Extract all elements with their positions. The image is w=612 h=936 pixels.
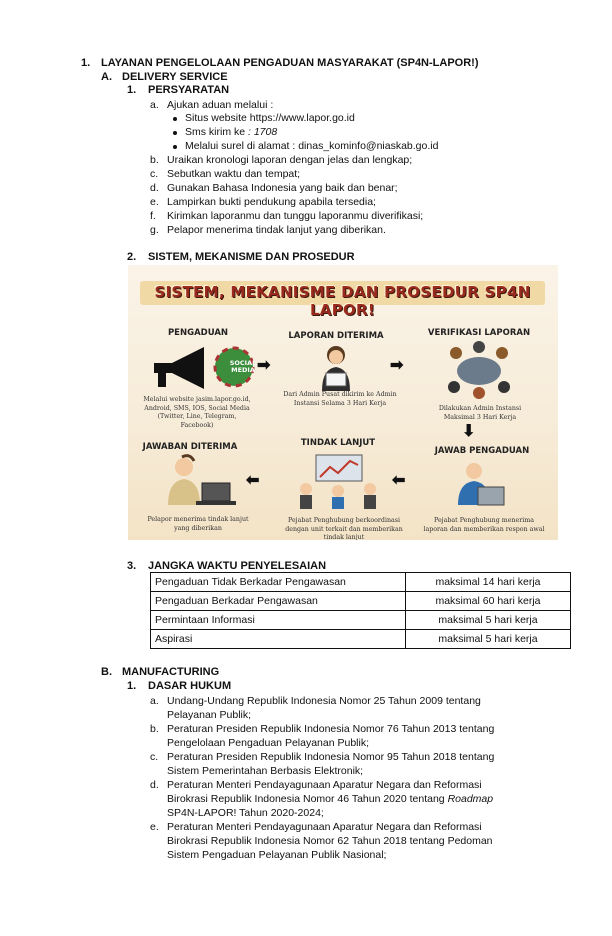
table-row (151, 592, 571, 611)
list-item-text: Pelayanan Publik; (167, 709, 252, 721)
team-meeting-icon (444, 341, 514, 399)
person-laptop-icon (162, 453, 236, 511)
person-typing-icon (450, 459, 510, 511)
arrow-right-icon: ➡ (257, 357, 271, 374)
bullet-dot (173, 131, 177, 135)
table-cell-label: Pengaduan Berkadar Pengawasan (151, 592, 406, 611)
list-letter: c. (150, 751, 159, 763)
list-letter: a. (150, 695, 159, 707)
list-item-text: Peraturan Menteri Pendayagunaan Aparatur Negara dan Reformasi (167, 779, 482, 791)
jangka-waktu-table (150, 572, 571, 649)
step-laporan-title: LAPORAN DITERIMA (288, 331, 384, 341)
list-letter: b. (150, 154, 159, 166)
list-item-text: Birokrasi Republik Indonesia Nomor 46 Tahun 2020 tentang Roadmap (167, 793, 494, 805)
bullet-dot (173, 145, 177, 149)
infographic-banner (140, 281, 545, 319)
list-item-text: SP4N-LAPOR! Tahun 2020-2024; (167, 807, 324, 819)
heading-number: 1. (81, 57, 91, 69)
list-item-text: Sebutkan waktu dan tempat; (167, 168, 301, 180)
step-tindak-title: TINDAK LANJUT (300, 438, 376, 448)
list-letter: f. (150, 210, 156, 222)
step-pengaduan-caption: Melalui website jasim.lapor.go.id, Android, SMS, IOS, Social Media (Twitter, Line, Telegram, Facebook) (143, 396, 251, 429)
list-letter: e. (150, 821, 159, 833)
sistem-number: 2. (127, 251, 137, 263)
step-jawab-caption: Pejabat Penghubung menerima laporan dan memberikan respon awal (423, 517, 545, 533)
bullet-email: Melalui surel di alamat : dinas_kominfo@niaskab.go.id (185, 140, 439, 152)
jangka-number: 3. (127, 560, 137, 572)
step-pengaduan-title: PENGADUAN (167, 328, 229, 338)
table-cell-label: Aspirasi (151, 630, 406, 649)
coordination-icon (294, 451, 384, 511)
table-cell-label: Pengaduan Tidak Berkadar Pengawasan (151, 573, 406, 592)
section-b-title: MANUFACTURING (122, 666, 220, 678)
step-jawaban-caption: Pelapor menerima tindak lanjut yang diberikan (147, 516, 249, 532)
list-item-text: Pengelolaan Pengaduan Pelayanan Publik; (167, 737, 369, 749)
jangka-title: JANGKA WAKTU PENYELESAIAN (148, 560, 327, 572)
table-row (151, 611, 571, 630)
persyaratan-title: PERSYARATAN (148, 84, 230, 96)
list-letter: d. (150, 779, 159, 791)
step-laporan-caption: Dari Admin Pusat dikirim ke Admin Instansi Selama 3 Hari Kerja (283, 391, 397, 407)
table-cell-value: maksimal 5 hari kerja (406, 611, 571, 630)
list-item-text: Peraturan Presiden Republik Indonesia Nomor 76 Tahun 2013 tentang (167, 723, 495, 735)
table-cell-value: maksimal 5 hari kerja (406, 630, 571, 649)
list-letter: e. (150, 196, 159, 208)
list-item-text: Peraturan Menteri Pendayagunaan Aparatur Negara dan Reformasi (167, 821, 482, 833)
step-verifikasi-title: VERIFIKASI LAPORAN (427, 328, 531, 338)
arrow-left-icon: ⬅ (392, 472, 406, 489)
list-letter: b. (150, 723, 159, 735)
list-item-text: Gunakan Bahasa Indonesia yang baik dan benar; (167, 182, 398, 194)
social-media-badge: SOCIAL MEDIA (229, 359, 257, 374)
sistem-title: SISTEM, MEKANISME DAN PROSEDUR (148, 251, 355, 263)
list-item-text: Pelapor menerima tindak lanjut yang diberikan. (167, 224, 386, 236)
list-item-text: Peraturan Presiden Republik Indonesia Nomor 95 Tahun 2018 tentang (167, 751, 495, 763)
step-tindak-caption: Pejabat Penghubung berkoordinasi dengan unit terkait dan memberikan tindak lanjut (285, 517, 403, 540)
list-letter: g. (150, 224, 159, 236)
list-letter: c. (150, 168, 159, 180)
list-item-text: Sistem Pemerintahan Berbasis Elektronik; (167, 765, 364, 777)
step-verifikasi-caption: Dilakukan Admin Instansi Maksimal 3 Hari Kerja (438, 405, 522, 421)
step-jawab-title: JAWAB PENGADUAN (434, 446, 530, 456)
list-item-text: Kirimkan laporanmu dan tunggu laporanmu diverifikasi; (167, 210, 424, 222)
list-item-text: Sistem Pengaduan Pelayanan Publik Nasional; (167, 849, 387, 861)
list-item-text: Ajukan aduan melalui : (167, 99, 274, 111)
list-letter: d. (150, 182, 159, 194)
table-row (151, 630, 571, 649)
arrow-left-icon: ⬅ (246, 472, 260, 489)
arrow-down-icon: ⬇ (462, 423, 476, 440)
table-row (151, 573, 571, 592)
table-cell-label: Permintaan Informasi (151, 611, 406, 630)
arrow-right-icon: ➡ (390, 357, 404, 374)
list-item-text: Lampirkan bukti pendukung apabila tersedia; (167, 196, 376, 208)
bullet-website: Situs website https://www.lapor.go.id (185, 112, 355, 124)
list-item-text: Uraikan kronologi laporan dengan jelas dan lengkap; (167, 154, 413, 166)
dasar-title: DASAR HUKUM (148, 680, 232, 692)
table-cell-value: maksimal 14 hari kerja (406, 573, 571, 592)
persyaratan-number: 1. (127, 84, 137, 96)
table-cell-value: maksimal 60 hari kerja (406, 592, 571, 611)
section-b-letter: B. (101, 666, 112, 678)
heading-title: LAYANAN PENGELOLAAN PENGADUAN MASYARAKAT (SP4N-LAPOR!) (101, 57, 479, 69)
bullet-sms: Sms kirim ke : 1708 (185, 126, 278, 138)
infographic-banner-title: SISTEM, MEKANISME DAN PROSEDUR SP4N LAPOR! (154, 283, 531, 319)
step-jawaban-title: JAWABAN DITERIMA (142, 442, 238, 452)
sp4n-lapor-infographic (128, 265, 558, 540)
dasar-number: 1. (127, 680, 137, 692)
list-item-text: Undang-Undang Republik Indonesia Nomor 25 Tahun 2009 tentang (167, 695, 481, 707)
section-a-letter: A. (101, 71, 112, 83)
person-reading-icon (312, 343, 360, 393)
list-letter: a. (150, 99, 159, 111)
bullet-dot (173, 117, 177, 121)
section-a-title: DELIVERY SERVICE (122, 71, 228, 83)
list-item-text: Birokrasi Republik Indonesia Nomor 62 Tahun 2018 tentang Pedoman (167, 835, 493, 847)
